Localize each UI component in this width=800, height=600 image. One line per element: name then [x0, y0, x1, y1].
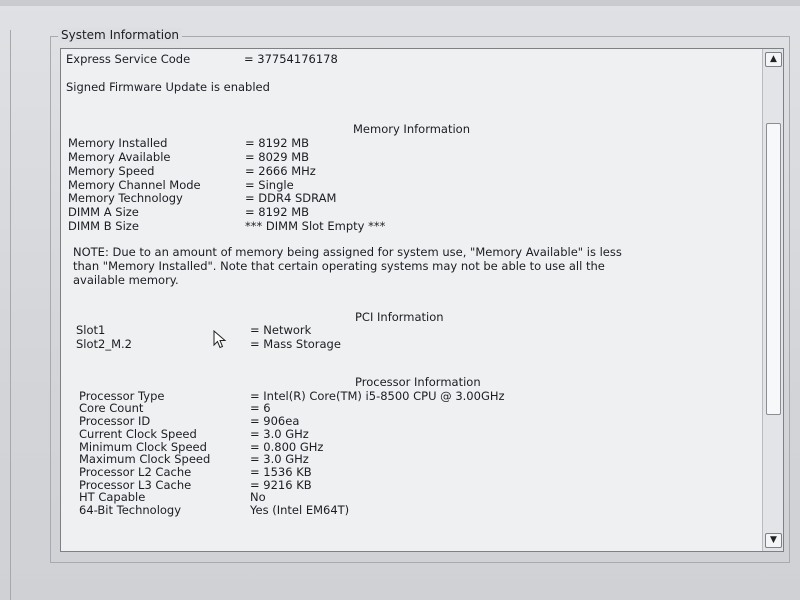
minimum-clock-speed-value: = 0.800 GHz: [250, 440, 324, 454]
scrollbar-thumb[interactable]: [766, 123, 781, 415]
left-divider: [10, 30, 11, 600]
system-information-panel[interactable]: [60, 48, 784, 552]
memory-speed-label: Memory Speed: [68, 164, 155, 178]
memory-note-line: NOTE: Due to an amount of memory being assigned for system use, "Memory Available" is less: [73, 245, 622, 259]
slot1-value: = Network: [250, 323, 312, 337]
memory-channel-mode-label: Memory Channel Mode: [68, 178, 201, 192]
processor-type-label: Processor Type: [79, 389, 165, 403]
dimm-b-size-value: *** DIMM Slot Empty ***: [245, 219, 386, 233]
top-stripe: [0, 0, 800, 6]
dimm-a-size-value: = 8192 MB: [245, 205, 310, 219]
dimm-b-size-label: DIMM B Size: [68, 219, 139, 233]
arrow-up-icon[interactable]: ▲: [765, 52, 782, 67]
memory-note-line: than "Memory Installed". Note that certain operating systems may not be able to use all the: [73, 259, 605, 273]
group-title: System Information: [58, 28, 182, 42]
memory-installed-label: Memory Installed: [68, 136, 168, 150]
vertical-scrollbar[interactable]: [762, 49, 783, 551]
processor-information-heading: Processor Information: [355, 375, 481, 389]
memory-note-line: available memory.: [73, 273, 179, 287]
minimum-clock-speed-label: Minimum Clock Speed: [79, 440, 207, 454]
core-count-label: Core Count: [79, 401, 144, 415]
memory-speed-value: = 2666 MHz: [245, 164, 316, 178]
arrow-down-icon[interactable]: ▼: [765, 533, 782, 548]
maximum-clock-speed-label: Maximum Clock Speed: [79, 452, 211, 466]
memory-available-value: = 8029 MB: [245, 150, 310, 164]
processor-l2-cache-value: = 1536 KB: [250, 465, 312, 479]
mouse-cursor-icon: [213, 330, 229, 350]
core-count-value: = 6: [250, 401, 271, 415]
memory-channel-mode-value: = Single: [245, 178, 294, 192]
pci-information-heading: PCI Information: [355, 310, 444, 324]
processor-type-value: = Intel(R) Core(TM) i5-8500 CPU @ 3.00GHz: [250, 389, 505, 403]
express-service-code-label: Express Service Code: [66, 52, 191, 66]
express-service-code-value: = 37754176178: [244, 52, 338, 66]
memory-technology-value: = DDR4 SDRAM: [245, 191, 337, 205]
memory-available-label: Memory Available: [68, 150, 171, 164]
current-clock-speed-label: Current Clock Speed: [79, 427, 197, 441]
64bit-technology-value: Yes (Intel EM64T): [250, 503, 350, 517]
maximum-clock-speed-value: = 3.0 GHz: [250, 452, 309, 466]
ht-capable-label: HT Capable: [79, 490, 146, 504]
memory-information-heading: Memory Information: [353, 122, 470, 136]
64bit-technology-label: 64-Bit Technology: [79, 503, 182, 517]
dimm-a-size-label: DIMM A Size: [68, 205, 139, 219]
info-content: [61, 49, 763, 551]
memory-installed-value: = 8192 MB: [245, 136, 310, 150]
processor-id-label: Processor ID: [79, 414, 151, 428]
processor-l2-cache-label: Processor L2 Cache: [79, 465, 192, 479]
slot2-m2-value: = Mass Storage: [250, 337, 341, 351]
slot1-label: Slot1: [76, 323, 106, 337]
ht-capable-value: No: [250, 490, 266, 504]
current-clock-speed-value: = 3.0 GHz: [250, 427, 309, 441]
memory-note: [73, 245, 693, 287]
processor-l3-cache-label: Processor L3 Cache: [79, 478, 192, 492]
slot2-m2-label: Slot2_M.2: [76, 337, 133, 351]
signed-firmware-label: Signed Firmware Update is enabled: [66, 80, 270, 94]
processor-id-value: = 906ea: [250, 414, 300, 428]
memory-technology-label: Memory Technology: [68, 191, 183, 205]
processor-l3-cache-value: = 9216 KB: [250, 478, 312, 492]
